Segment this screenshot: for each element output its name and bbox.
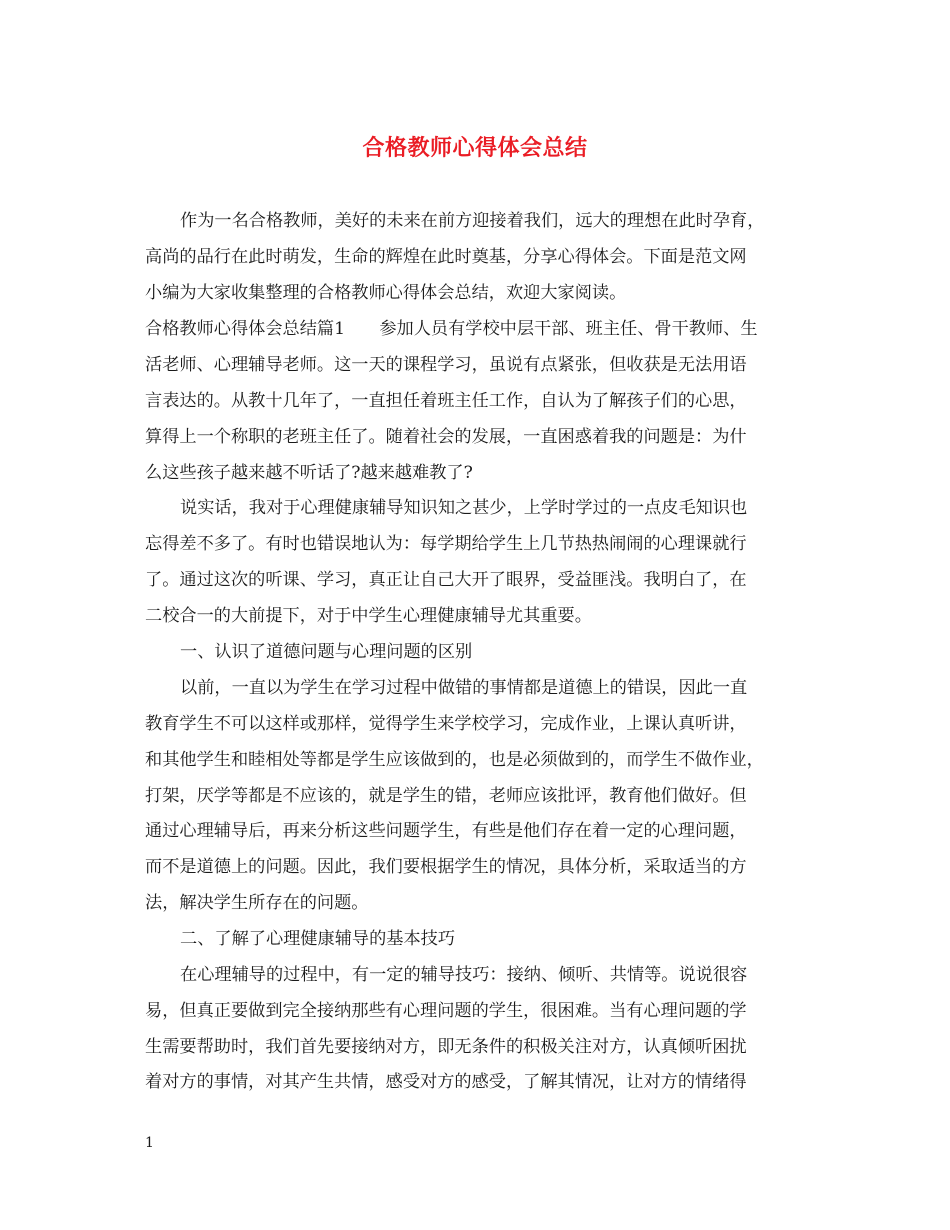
text-line: 么这些孩子越来越不听话了?越来越难教了? [145, 463, 473, 483]
text-line: 法，解决学生所存在的问题。 [145, 893, 369, 913]
text-line: 而不是道德上的问题。因此，我们要根据学生的情况，具体分析，采取适当的方 [145, 857, 747, 877]
text-line: 合格教师心得体会总结篇1 参加人员有学校中层干部、班主任、骨干教师、生 [145, 319, 758, 339]
text-line: 忘得差不多了。有时也错误地认为：每学期给学生上几节热热闹闹的心理课就行 [145, 534, 747, 554]
text-line: 言表达的。从教十几年了，一直担任着班主任工作，自认为了解孩子们的心思， [145, 391, 747, 411]
text-line: 和其他学生和睦相处等都是学生应该做到的，也是必须做到的，而学生不做作业， [145, 750, 764, 770]
text-line: 算得上一个称职的老班主任了。随着社会的发展，一直困惑着我的问题是：为什 [145, 427, 747, 447]
section-heading: 二、了解了心理健康辅导的基本技巧 [180, 929, 456, 949]
text-line: 二校合一的大前提下，对于中学生心理健康辅导尤其重要。 [145, 606, 592, 626]
text-line: 教育学生不可以这样或那样，觉得学生来学校学习，完成作业，上课认真听讲， [145, 714, 747, 734]
text-line: 活老师、心理辅导老师。这一天的课程学习，虽说有点紧张，但收获是无法用语 [145, 355, 747, 375]
text-line: 打架，厌学等都是不应该的，就是学生的错，老师应该批评，教育他们做好。但 [145, 786, 747, 806]
text-line: 以前，一直以为学生在学习过程中做错的事情都是道德上的错误，因此一直 [180, 678, 748, 698]
page-number: 1 [145, 1135, 154, 1151]
text-line: 小编为大家收集整理的合格教师心得体会总结，欢迎大家阅读。 [145, 283, 627, 303]
text-line: 通过心理辅导后，再来分析这些问题学生，有些是他们存在着一定的心理问题， [145, 821, 747, 841]
text-line: 生需要帮助时，我们首先要接纳对方，即无条件的积极关注对方，认真倾听困扰 [145, 1037, 747, 1057]
text-line: 着对方的事情，对其产生共情，感受对方的感受，了解其情况，让对方的情绪得 [145, 1072, 747, 1092]
section-heading: 一、认识了道德问题与心理问题的区别 [180, 642, 473, 662]
text-line: 了。通过这次的听课、学习，真正让自己大开了眼界，受益匪浅。我明白了，在 [145, 570, 747, 590]
text-line: 易，但真正要做到完全接纳那些有心理问题的学生，很困难。当有心理问题的学 [145, 1001, 747, 1021]
text-line: 高尚的品行在此时萌发，生命的辉煌在此时奠基，分享心得体会。下面是范文网 [145, 247, 747, 267]
text-line: 说实话，我对于心理健康辅导知识知之甚少，上学时学过的一点皮毛知识也 [180, 498, 748, 518]
text-line: 在心理辅导的过程中，有一定的辅导技巧：接纳、倾听、共情等。说说很容 [180, 965, 748, 985]
document-title: 合格教师心得体会总结 [362, 135, 588, 161]
text-line: 作为一名合格教师，美好的未来在前方迎接着我们，远大的理想在此时孕育， [180, 211, 765, 231]
